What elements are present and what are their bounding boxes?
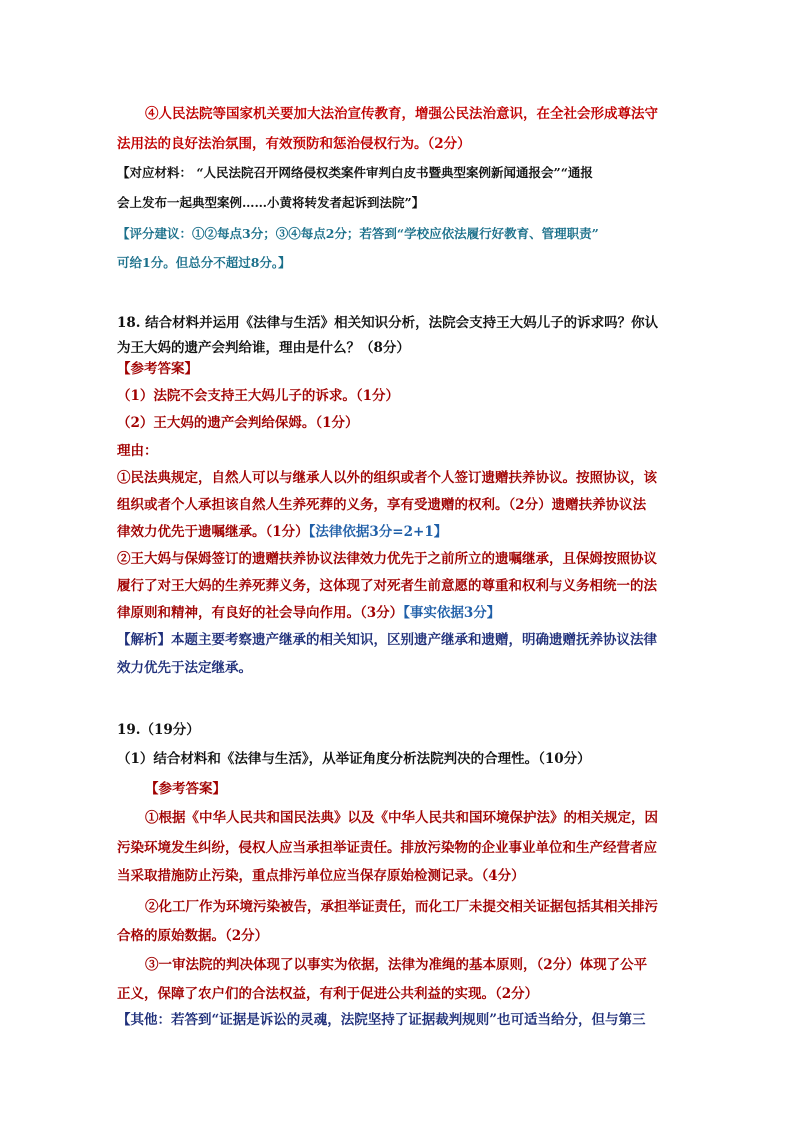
q17-material-line2: 会上发布一起典型案例……小黄将转发者起诉到法院”】 [117, 195, 425, 210]
q18-fact-basis-note: 【事实依据3分】 [403, 605, 501, 621]
q19-point2-line2: 合格的原始数据。（2分） [117, 928, 269, 944]
q18-reason1-line3-text: 律效力优先于遗嘱继承。（1分） [117, 524, 309, 540]
q18-answer-1: （1）法院不会支持王大妈儿子的诉求。（1分） [117, 388, 400, 404]
q19-point1-line1: ①根据《中华人民共和国民法典》以及《中华人民共和国环境保护法》的相关规定，因 [145, 810, 658, 826]
q18-reason1-line1: ①民法典规定，自然人可以与继承人以外的组织或者个人签订遗赠扶养协议。按照协议，该 [117, 470, 657, 486]
q18-reason-label: 理由： [117, 443, 158, 459]
q19-other-line1 [117, 1010, 646, 1030]
q19-other-label: 【其他： [117, 1012, 171, 1028]
q18-answer-2: （2）王大妈的遗产会判给保姆。（1分） [117, 415, 359, 431]
q18-analysis-line1 [117, 630, 657, 650]
q19-title: 19.（19分） [117, 722, 200, 738]
q19-other-text: 若答到“证据是诉讼的灵魂，法院坚持了证据裁判规则”也可适当给分，但与第三 [171, 1012, 646, 1028]
q18-question-line1: 18. 结合材料并运用《法律与生活》相关知识分析，法院会支持王大妈儿子的诉求吗？你认 [117, 315, 659, 331]
q18-legal-basis-note: 【法律依据3分=2+1】 [308, 524, 448, 540]
q18-reason1-line2 [117, 495, 646, 515]
q18-analysis-text: 本题主要考察遗产继承的相关知识，区别遗产继承和遗赠，明确遗赠抚养协议法律 [171, 632, 657, 648]
q18-question-line2: 为王大妈的遗产会判给谁，理由是什么？（8分） [117, 340, 410, 356]
q17-point4-line1: ④人民法院等国家机关要加大法治宣传教育，增强公民法治意识，在全社会形成尊法守 [145, 106, 658, 122]
q18-reason2-line3-text: 律原则和精神，有良好的社会导向作用。（3分） [117, 605, 404, 621]
q19-subquestion-1: （1）结合材料和《法律与生活》，从举证角度分析法院判决的合理性。（10分） [117, 751, 591, 767]
q18-reason1-line3 [117, 522, 447, 542]
q17-scoring-line2: 可给1分。但总分不超过8分。】 [117, 255, 291, 270]
q17-material-line1: 【对应材料： “人民法院召开网络侵权类案件审判白皮书暨典型案例新闻通报会”“通报 [117, 165, 593, 180]
q19-reference-answer-label: 【参考答案】 [145, 781, 226, 797]
q18-reason2-line1: ②王大妈与保姆签订的遗赠扶养协议法律效力优先于之前所立的遗嘱继承，且保姆按照协议 [117, 551, 657, 567]
q17-scoring-line1: 【评分建议：①②每点3分；③④每点2分；若答到“学校应依法履行好教育、管理职责” [117, 226, 599, 241]
q19-point1-line3: 当采取措施防止污染，重点排污单位应当保存原始检测记录。（4分） [117, 868, 525, 884]
q19-point2-line1: ②化工厂作为环境污染被告，承担举证责任，而化工厂未提交相关证据包括其相关排污 [145, 899, 658, 915]
q19-point3-line1: ③一审法院的判决体现了以事实为依据，法律为准绳的基本原则，（2分）体现了公平 [145, 957, 648, 973]
q19-point3-line2: 正义，保障了农户们的合法权益，有利于促进公共利益的实现。（2分） [117, 986, 539, 1002]
q18-reference-answer-label: 【参考答案】 [117, 361, 198, 377]
q18-reason1-line2-tail: 遗赠扶养协议法 [551, 497, 647, 513]
q18-reason2-line2: 履行了对王大妈的生养死葬义务，这体现了对死者生前意愿的尊重和权利与义务相统一的法 [117, 578, 657, 594]
q18-analysis-label: 【解析】 [117, 632, 171, 648]
q18-reason1-line2-text: 组织或者个人承担该自然人生养死葬的义务，享有受遗赠的权利。（2分） [117, 497, 552, 513]
q18-reason2-line3 [117, 603, 500, 623]
q18-analysis-line2: 效力优先于法定继承。 [117, 660, 252, 676]
q17-point4-line2: 法用法的良好法治氛围，有效预防和惩治侵权行为。（2分） [117, 136, 471, 152]
q19-point1-line2: 污染环境发生纠纷，侵权人应当承担举证责任。排放污染物的企业事业单位和生产经营者应 [117, 840, 657, 856]
